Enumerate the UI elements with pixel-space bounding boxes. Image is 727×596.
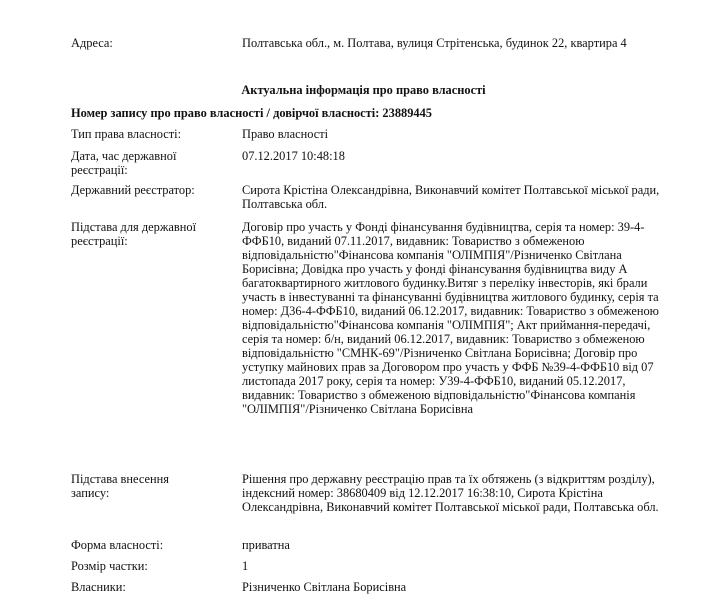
- field-value: Різниченко Світлана Борисівна: [242, 580, 407, 594]
- field-value: Право власності: [242, 127, 329, 141]
- field-value: Сирота Крістіна Олександрівна, Виконавчий комітет Полтавської міської ради, Полтавська обл.: [242, 183, 660, 211]
- address-value: Полтавська обл., м. Полтава, вулиця Стрітенська, будинок 22, квартира 4: [242, 36, 627, 50]
- field-value: 07.12.2017 10:48:18: [242, 149, 345, 163]
- field-value: Договір про участь у Фонді фінансування будівництва, серія та номер: 39-4-ФФБ10, виданий 07.11.2017, видавник: Товариство з обмеженою відповідальністю"Фінансова компанія "ОЛІМПІЯ"/Різниченко Світлана Борисівна; Довідка про участь у фонді фінансування будівництва виду А багатоквартирного житлового будинку.Витяг з переліку інвесторів, які брали участь в інвестуванні та фінансуванні будівництва житлового будинку, серія та номер: Д36-4-ФФБ10, виданий 06.12.2017, видавник: Товариство з обмеженою відповідальністю"Фінансова компанія "ОЛІМПІЯ"; Акт приймання-передачі, серія та номер: б/н, виданий 06.12.2017, видавник: Товариство з обмеженою відповідальністю "СМНК-69"/Різниченко Світлана Борисівна; Договір про уступку майнових прав за Договором про участь у ФФБ №39-4-ФФБ10 від 07 листопада 2017 року, серія та номер: У39-4-ФФБ10, виданий 05.12.2017, видавник: Товариство з обмеженою відповідальністю"Фінансова компанія "ОЛІМПІЯ"/Різниченко Світлана Борисівна: [242, 220, 659, 416]
- field-label: Розмір частки:: [71, 559, 148, 573]
- field-label: Підстава внесення запису:: [71, 472, 169, 500]
- field-value: 1: [242, 559, 249, 573]
- field-value: приватна: [242, 538, 290, 552]
- address-label: Адреса:: [71, 36, 113, 50]
- field-label: Тип права власності:: [71, 127, 182, 141]
- field-label: Форма власності:: [71, 538, 164, 552]
- record-number: Номер запису про право власності / довірчої власності: 23889445: [71, 106, 432, 120]
- field-label: Дата, час державної реєстрації:: [71, 149, 177, 177]
- section-heading: Актуальна інформація про право власності: [241, 83, 486, 97]
- field-label: Державний реєстратор:: [71, 183, 195, 197]
- field-label: Власники:: [71, 580, 126, 594]
- field-value: Рішення про державну реєстрацію прав та їх обтяжень (з відкриттям розділу), індексний номер: 38680409 від 12.12.2017 16:38:10, Сирота Крістіна Олександрівна, Виконавчий комітет Полтавської міської ради, Полтавська обл.: [242, 472, 659, 514]
- field-label: Підстава для державної реєстрації:: [71, 220, 197, 248]
